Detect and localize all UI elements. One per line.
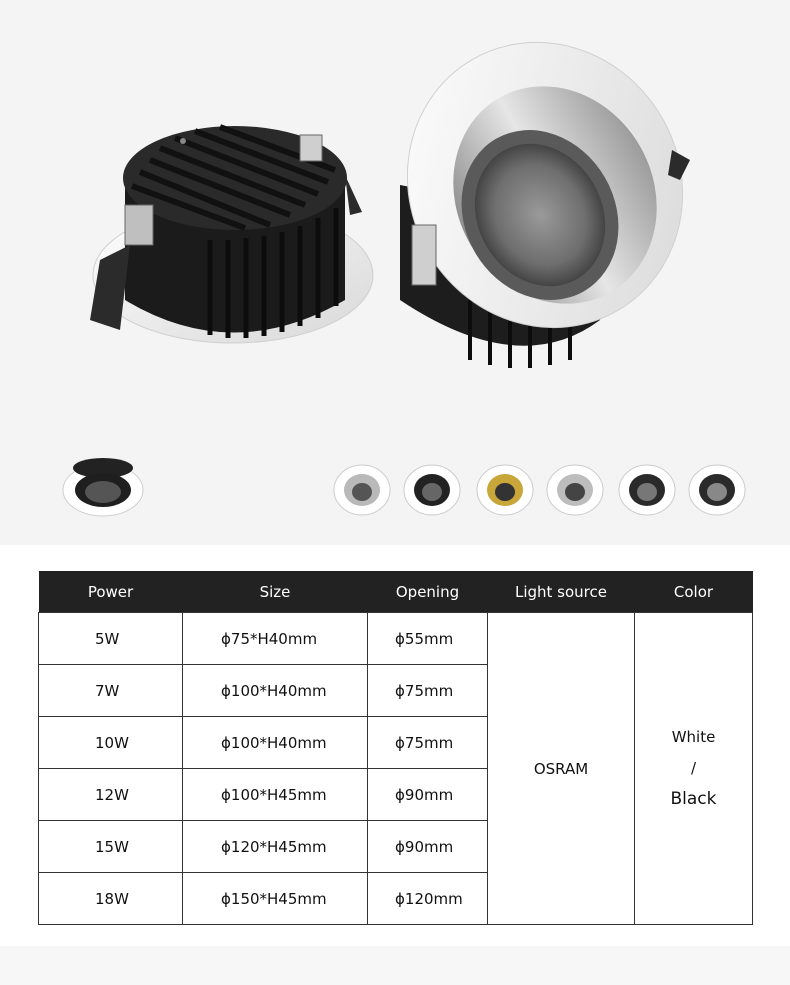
header-power: Power: [39, 571, 183, 613]
size-cell: ϕ100*H45mm: [183, 769, 368, 821]
color-cell: [635, 613, 753, 925]
header-light-source: Light source: [488, 571, 635, 613]
size-cell: ϕ120*H45mm: [183, 821, 368, 873]
light-source-cell: OSRAM: [488, 613, 635, 925]
opening-cell: ϕ120mm: [368, 873, 488, 925]
opening-cell: ϕ75mm: [368, 665, 488, 717]
power-cell: 5W: [39, 613, 183, 665]
opening-cell: ϕ75mm: [368, 717, 488, 769]
color-white: White: [671, 728, 716, 746]
footer-band: [0, 946, 790, 985]
table-header-row: [39, 571, 753, 613]
opening-cell: ϕ90mm: [368, 769, 488, 821]
thumb-6: [689, 465, 745, 515]
header-opening: Opening: [368, 571, 488, 613]
downlight-back-view: [90, 126, 373, 343]
power-cell: 12W: [39, 769, 183, 821]
size-cell: ϕ75*H40mm: [183, 613, 368, 665]
header-size: Size: [183, 571, 368, 613]
size-cell: ϕ100*H40mm: [183, 717, 368, 769]
thumb-1: [334, 465, 390, 515]
size-cell: ϕ150*H45mm: [183, 873, 368, 925]
spec-table: [38, 571, 753, 925]
power-cell: 7W: [39, 665, 183, 717]
thumb-5: [619, 465, 675, 515]
table-row: [39, 613, 753, 665]
downlight-front-view: [356, 0, 735, 378]
power-cell: 10W: [39, 717, 183, 769]
variant-thumbnails: [334, 465, 745, 515]
color-black: Black: [670, 789, 717, 809]
thumbnail-main: [63, 458, 143, 516]
color-separator: /: [690, 759, 697, 777]
opening-cell: ϕ55mm: [368, 613, 488, 665]
size-cell: ϕ100*H40mm: [183, 665, 368, 717]
header-color: Color: [635, 571, 753, 613]
opening-cell: ϕ90mm: [368, 821, 488, 873]
power-cell: 18W: [39, 873, 183, 925]
thumb-3: [477, 465, 533, 515]
thumb-2: [404, 465, 460, 515]
power-cell: 15W: [39, 821, 183, 873]
thumb-4: [547, 465, 603, 515]
